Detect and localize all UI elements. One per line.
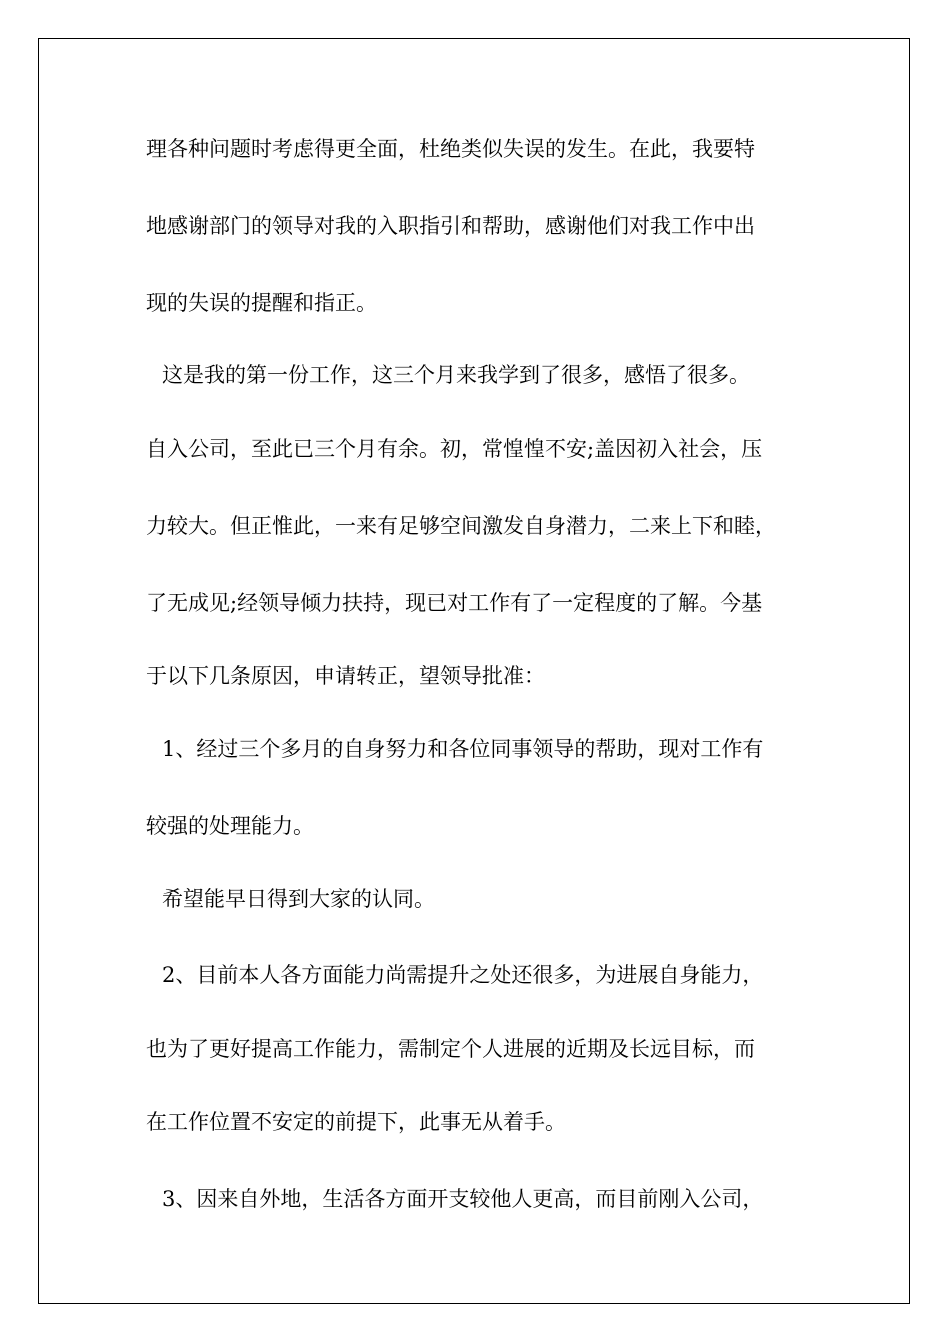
- text-line-13: 也为了更好提高工作能力，需制定个人进展的近期及长远目标，而: [146, 1037, 755, 1061]
- text-line-7: 了无成见;经领导倾力扶持，现已对工作有了一定程度的了解。今基: [146, 591, 763, 615]
- text-line-11: 希望能早日得到大家的认同。: [162, 887, 435, 911]
- text-line-10: 较强的处理能力。: [146, 814, 314, 838]
- text-line-3: 现的失误的提醒和指正。: [146, 291, 377, 315]
- text-line-15: 3、因来自外地，生活各方面开支较他人更高，而目前刚入公司，: [162, 1187, 764, 1211]
- text-line-6: 力较大。但正惟此，一来有足够空间激发自身潜力，二来上下和睦，: [146, 514, 776, 538]
- text-line-5: 自入公司，至此已三个月有余。初，常惶惶不安;盖因初入社会，压: [146, 437, 763, 461]
- text-line-2: 地感谢部门的领导对我的入职指引和帮助，感谢他们对我工作中出: [146, 214, 755, 238]
- text-line-9: 1、经过三个多月的自身努力和各位同事领导的帮助，现对工作有: [162, 737, 764, 761]
- text-line-8: 于以下几条原因，申请转正，望领导批准：: [146, 664, 545, 688]
- text-line-12: 2、目前本人各方面能力尚需提升之处还很多，为进展自身能力，: [162, 963, 764, 987]
- text-line-14: 在工作位置不安定的前提下，此事无从着手。: [146, 1110, 566, 1134]
- text-line-4: 这是我的第一份工作，这三个月来我学到了很多，感悟了很多。: [162, 363, 750, 387]
- text-line-1: 理各种问题时考虑得更全面，杜绝类似失误的发生。在此，我要特: [146, 137, 755, 161]
